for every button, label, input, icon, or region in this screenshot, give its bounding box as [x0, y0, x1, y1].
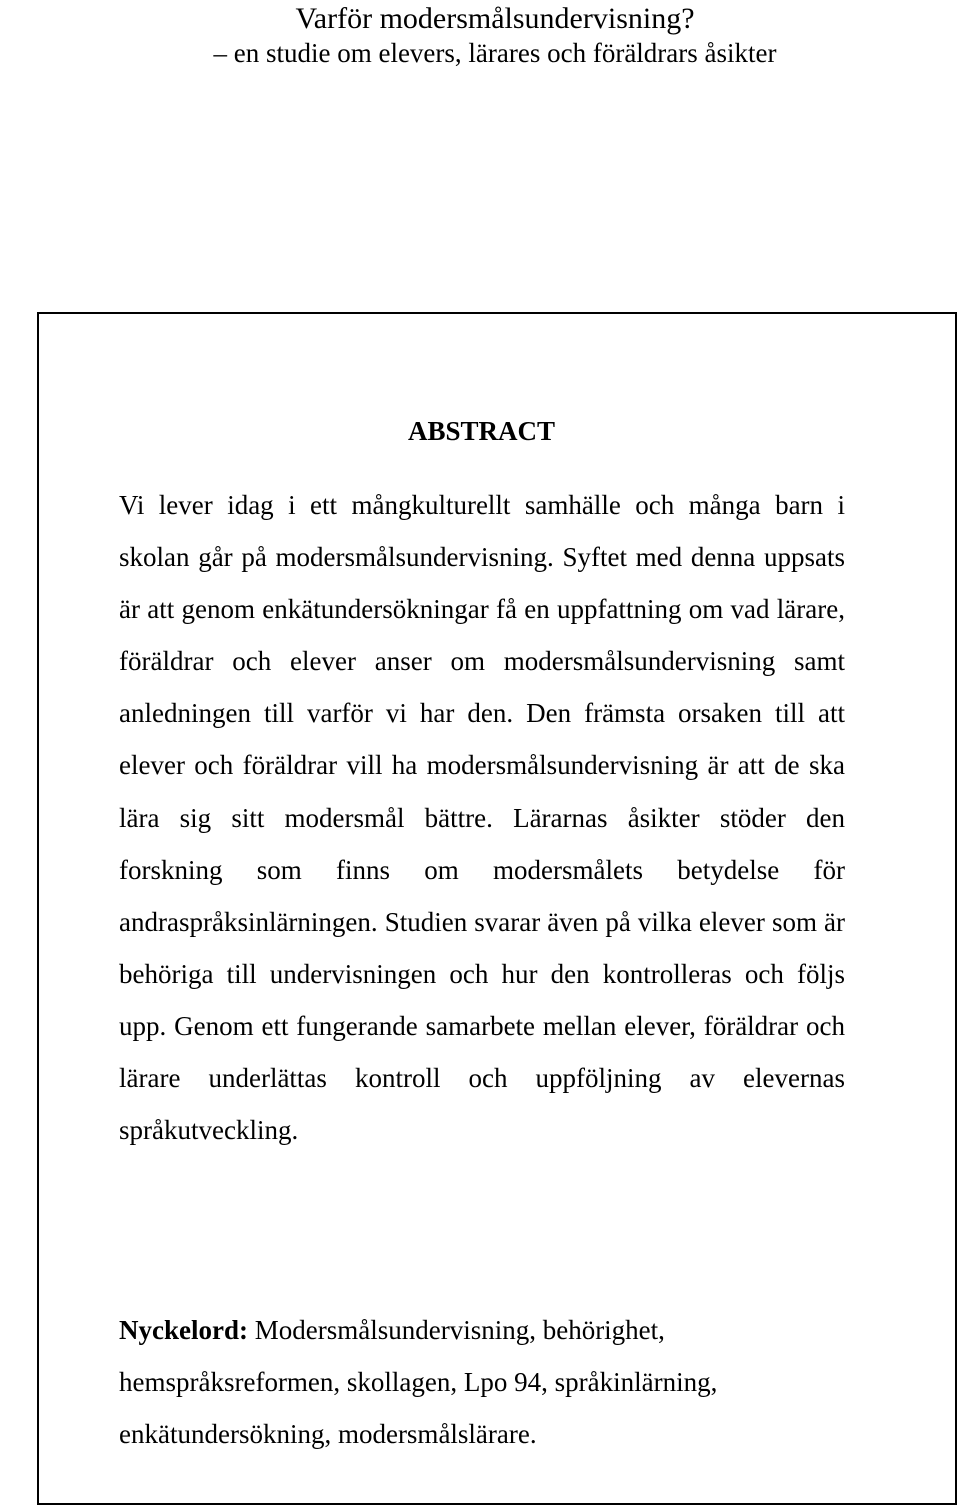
keywords-paragraph: [119, 1304, 845, 1460]
abstract-body: Vi lever idag i ett mångkulturellt samhälle och många barn i skolan går på modersmålsundervisning. Syftet med denna uppsats är att genom enkätundersökningar få en uppfattning om vad lärare, föräldrar och elever anser om modersmålsundervisning samt anledningen till varför vi har den. Den främsta orsaken till att elever och föräldrar vill ha modersmålsundervisning är att de ska lära sig sitt modersmål bättre. Lärarnas åsikter stöder den forskning som finns om modersmålets betydelse för andraspråksinlärningen. Studien svarar även på vilka elever som är behöriga till undervisningen och hur den kontrolleras och följs upp. Genom ett fungerande samarbete mellan elever, föräldrar och lärare underlättas kontroll och uppföljning av elevernas språkutveckling.: [119, 490, 845, 1146]
keywords-list: Modersmålsundervisning, behörighet, hemspråksreformen, skollagen, Lpo 94, språkinlärning, enkätundersökning, modersmålslärare.: [119, 1315, 718, 1449]
keywords-label: Nyckelord:: [119, 1315, 248, 1345]
page-subtitle: – en studie om elevers, lärares och föräldrars åsikter: [213, 38, 777, 68]
abstract-heading: ABSTRACT: [408, 416, 556, 446]
abstract-box: [37, 312, 957, 1505]
page-title: Varför modersmålsundervisning?: [295, 2, 695, 35]
